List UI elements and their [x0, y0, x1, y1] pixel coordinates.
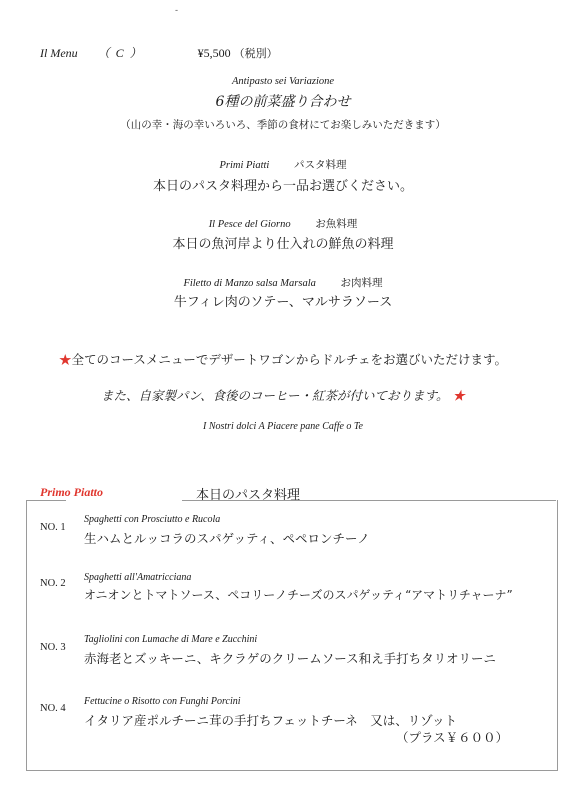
menu-header [40, 44, 278, 61]
notice-text-1: 全てのコースメニューでデザートワゴンからドルチェをお選びいただけます。 [71, 352, 508, 367]
carne-label: お肉料理 [340, 277, 383, 289]
notice-text-2: また、自家製パン、食後のコーヒー・紅茶が付いております。 [100, 388, 449, 403]
primi-italian: Primi Piatti [219, 160, 270, 171]
item-4-italian: Fettucine o Risotto con Funghi Porcini [84, 696, 241, 707]
carne-italian: Filetto di Manzo salsa Marsala [183, 278, 316, 289]
top-mark: - [175, 6, 179, 16]
star-icon: ★ [58, 352, 72, 367]
item-3-japanese: 赤海老とズッキーニ、キクラゲのクリームソース和え手打ちタリオリーニ [84, 651, 497, 666]
item-2-japanese: オニオンとトマトソース、ペコリーノチーズのスパゲッティ“アマトリチャーナ” [84, 588, 513, 602]
menu-tax: （税別） [233, 48, 278, 60]
menu-title: Il Menu [40, 46, 78, 60]
item-4-extra-price: （プラス￥６００） [396, 730, 509, 745]
antipasto-italian: Antipasto sei Variazione [231, 76, 335, 87]
item-1-japanese: 生ハムとルッコラのスパゲッティ、ペペロンチーノ [84, 531, 370, 546]
pasta-section-title-jp: 本日のパスタ料理 [196, 488, 301, 503]
carne-heading [0, 275, 566, 290]
pesce-heading [0, 216, 566, 231]
carne-description: 牛フィレ肉のソテー、マルサラソース [173, 295, 393, 310]
item-4-number: NO. 4 [40, 703, 66, 714]
item-1-number: NO. 1 [40, 522, 66, 533]
pesce-italian: Il Pesce del Giorno [208, 219, 291, 230]
item-1-italian: Spaghetti con Prosciutto e Rucola [84, 514, 221, 525]
primi-heading [0, 157, 566, 172]
item-2-number: NO. 2 [40, 578, 66, 589]
item-3-number: NO. 3 [40, 642, 66, 653]
antipasto-note: （山の幸・海の幸いろいろ、季節の食材にてお楽しみいただきます） [120, 119, 446, 131]
item-2-italian: Spaghetti all'Amatricciana [84, 572, 192, 583]
star-icon: ★ [452, 388, 465, 403]
notice-line-1 [0, 350, 566, 368]
notice-line-2 [0, 386, 566, 404]
menu-course: （C） [97, 46, 148, 60]
pesce-label: お魚料理 [315, 218, 358, 230]
pesce-description: 本日の魚河岸より仕入れの鮮魚の料理 [172, 237, 394, 252]
primi-description: 本日のパスタ料理から一品お選びください。 [152, 179, 413, 194]
item-3-italian: Tagliolini con Lumache di Mare e Zucchini [84, 634, 258, 645]
pasta-section-title-it: Primo Piatto [40, 485, 103, 499]
primi-label: パスタ料理 [294, 159, 347, 171]
menu-price: ¥5,500 [197, 46, 231, 60]
antipasto-japanese: 6種の前菜盛り合わせ [215, 94, 351, 110]
notice-line-3: I Nostri dolci A Piacere pane Caffe o Te [203, 421, 363, 432]
item-4-japanese: イタリア産ポルチーニ茸の手打ちフェットチーネ 又は、リゾット [84, 713, 458, 728]
